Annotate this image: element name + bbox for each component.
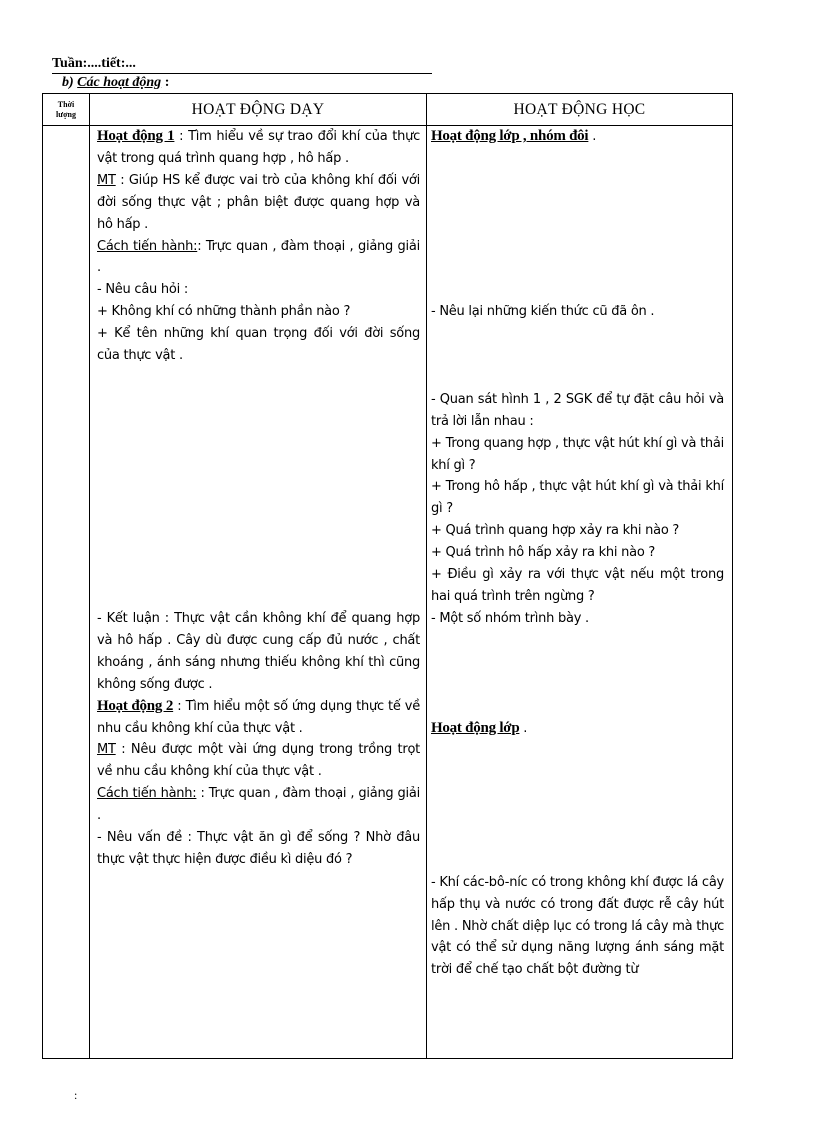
learning-activity2-suffix: . [519, 720, 528, 736]
spacer [431, 148, 724, 301]
objective1 [97, 170, 420, 236]
header-duration-line1: Thời [57, 99, 75, 109]
activity1-intro [97, 126, 420, 170]
table-body-row [43, 126, 733, 1059]
spacer [431, 630, 724, 718]
section-title: Các hoạt động [77, 75, 162, 90]
header-duration [43, 94, 90, 126]
conclusion: - Kết luận : Thực vật cần không khí để quang hợp và hô hấp . Cây dù được cung cấp đủ nước , chất khoáng , ánh sáng nhưng thiếu không khí thì cũng không sống được . [97, 610, 420, 692]
learning-activity2-heading [431, 718, 724, 740]
activity1-text: : Tìm hiểu về sự trao đổi khí của thực vật trong quá trình quang hợp , hô hấp . [97, 129, 420, 166]
observe-step: - Quan sát hình 1 , 2 SGK để tự đặt câu hỏi và trả lời lẫn nhau : [431, 391, 724, 429]
question-2: + Kể tên những khí quan trọng đối với đời sống của thực vật . [97, 326, 420, 364]
group-presentation: - Một số nhóm trình bày . [431, 610, 589, 626]
learning-content [427, 126, 732, 981]
method2-text: : Trực quan , đàm thoại , giảng giải . [97, 786, 420, 824]
section-suffix: : [164, 75, 170, 90]
header-duration-line2: lượng [56, 109, 76, 119]
method1-text: : Trực quan , đàm thoại , giảng giải . [97, 238, 420, 276]
learn-question-4: + Quá trình hô hấp xảy ra khi nào ? [431, 545, 656, 561]
learning-activity1-heading [431, 126, 724, 148]
spacer [431, 323, 724, 389]
section-prefix: b) [62, 75, 74, 90]
header-teaching: HOẠT ĐỘNG DẠY [90, 94, 427, 126]
header-learning: HOẠT ĐỘNG HỌC [427, 94, 733, 126]
method1-label: Cách tiến hành: [97, 238, 198, 254]
teaching-cell [90, 126, 427, 1059]
learning-activity1-suffix: . [588, 129, 597, 144]
objective1-label: MT [97, 172, 116, 188]
table-header-row [43, 94, 733, 126]
problem-statement: - Nêu vấn đề : Thực vật ăn gì để sống ? Nhờ đâu thực vật thực hiện được điều kì diệu đó ? [97, 830, 420, 867]
learning-cell [427, 126, 733, 1059]
learn-question-2: + Trong hô hấp , thực vật hút khí gì và thải khí gì ? [431, 479, 724, 517]
learn-question-1: + Trong quang hợp , thực vật hút khí gì và thải khí gì ? [431, 435, 724, 473]
week-lesson-label: Tuần:....tiết:... [52, 56, 432, 74]
footer-mark: : [74, 1088, 78, 1102]
method2-label: Cách tiến hành: [97, 786, 197, 802]
spacer [431, 740, 724, 872]
objective2 [97, 739, 420, 783]
learn-question-3: + Quá trình quang hợp xảy ra khi nào ? [431, 523, 680, 539]
activity2-title: Hoạt động 2 [97, 697, 174, 714]
question-1: + Không khí có những thành phần nào ? [97, 304, 351, 320]
learning-activity1-title: Hoạt động lớp , nhóm đôi [431, 128, 589, 144]
answer-text: - Khí các-bô-níc có trong không khí được lá cây hấp thụ và nước có trong đất được rễ cây hút lên . Nhờ chất diệp lục có trong lá cây mà thực vật có thể sử dụng năng lượng ánh sáng mặt trời để chế tạo chất bột đường từ [431, 874, 724, 978]
activities-table [42, 93, 733, 1059]
activity1-title: Hoạt động 1 [97, 128, 175, 144]
objective2-text: : Nêu được một vài ứng dụng trong trồng trọt về nhu cầu không khí của thực vật . [97, 742, 420, 780]
activity2-intro [97, 696, 420, 740]
method1 [97, 236, 420, 280]
spacer [97, 367, 420, 608]
objective1-text: : Giúp HS kể được vai trò của không khí đối với đời sống thực vật ; phân biệt được quang hợp và hô hấp . [97, 172, 420, 232]
learn-question-5: + Điều gì xảy ra với thực vật nếu một trong hai quá trình trên ngừng ? [431, 567, 724, 604]
teaching-content [90, 126, 426, 871]
duration-cell [43, 126, 90, 1059]
section-heading [62, 75, 169, 91]
learning-activity2-title: Hoạt động lớp [431, 719, 520, 736]
question-intro: - Nêu câu hỏi : [97, 282, 188, 298]
recall-step: - Nêu lại những kiến thức cũ đã ôn . [431, 303, 655, 319]
objective2-label: MT [97, 742, 116, 758]
method2 [97, 783, 420, 827]
activity2-text: : Tìm hiểu một số ứng dụng thực tế về nhu cầu không khí của thực vật . [97, 698, 420, 736]
